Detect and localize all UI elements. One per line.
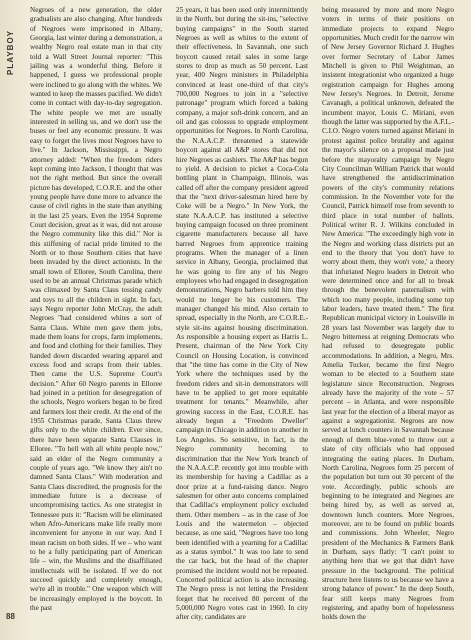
running-head: PLAYBOY [6,30,15,75]
column-1-text: Negroes of a new generation, the older gradualists are also changing. After hundreds of Negroes were imprisoned in Albany, Georgia, last winter during a demonstration, a wealthy Negro real estate man in that city told a Wall Street Journal reporter: "This jailing was a wonderful thing. Before it happened, I guess we professional people were inclined to go along with the whites. We wanted to keep the masses pacified. We didn't come in contact with day-to-day segregation. The white people we met are usually interested in selling us, and we don't use the buses or feel any economic pressure. It was easy to forget the lives most Negroes have to live." In Jackson, Mississippi, a Negro attorney added: "When the freedom riders kept coming into Jackson, I thought that was not the right method. But since the overall picture has developed, C.O.R.E. and the other young people have done more to advance the cause of civil rights in the state than anything in the last 25 years. Even the 1954 Supreme Court decision, great as it was, did not arouse the Negro community like this did." Nor is this stiffening of racial pride limited to the North or to those Southern cities that have been invaded by the direct actionists. In the small town of Elloree, South Carolina, there used to be an annual Christmas parade which was climaxed by Santa Claus tossing candy and toys to all the children in sight. In fact, says Negro reporter John McCray, the adult Negroes "had considered whites a sort of Santa Claus. White men gave them jobs, made them loans for crops, farm implements, and food and clothing for their families. They handed down discarded wearing apparel and excess food and scraps from their tables. Then came the U.S. Supreme Court's decision." After 60 Negro parents in Elloree had joined in a petition for desegregation of the schools, Negro workers began to be fired and farmers lost their credit. At the end of the 1955 Christmas parade, Santa Claus threw gifts only to the white children. Ever since, there have been separate Santa Clauses in Elloree. "To hell with all white people now," said an elder of the Negro community a couple of years ago. "We know they ain't no damned Santa Claus." With moderation and Santa Claus discredited, the prognosis for the immediate future is a decrease of uncompromising tactics. As one strategist in Tennessee puts it: "Racism will be eliminated when Afro-Americans make life really more inconvenient for anyone in our way. And I mean racism on both sides. If we – who want to be a fully participating part of American life – win, the Muslims and the disaffiliated intellectuals will be isolated. If we do not succeed quickly and completely enough, we're all in trouble." One weapon which will be increasingly employed is the boycott. In the past [30,6,162,612]
text-column-3 [322,6,454,634]
text-column-2 [176,6,308,634]
column-3-text: being measured by more and more Negro voters in terms of their positions on immediate projects to expand Negro opportunities. Much credit for the narrow win of New Jersey Governor Richard J. Hughes over former Secretary of Labor James Mitchell is given to Phil Weightman, an insistent integrationist who organized a huge registration campaign for Hughes among New Jersey's Negroes. In Detroit, Jerome Cavanagh, a political unknown, defeated the incumbent mayor, Louis C. Miriani, even though the latter was supported by the A.F.L.-C.I.O. Negro voters turned against Miriani in protest against police brutality and against the mayor's silence on a proposal made just before the mayoralty campaign by Negro City Councilman William Patrick that would have strengthened the antidiscrimination powers of the city's community relations commission. In the November vote for the Council, Patrick himself rose from seventh to third place in total number of ballots. Political writer R. J. Wilkins concluded in New America: "The exceedingly high vote in the Negro and working class districts put an end to the theory that 'you don't have to worry about them, they won't vote,' a theory that infuriated Negro leaders in Detroit who were determined once and for all to break through the benevolent paternalism with which too many people, including some top labor leaders, have treated them." The first Republican municipal victory in Louisville in 28 years last November was largely due to Negro bitterness at reigning Democrats who had refused to desegregate public accommodations. In addition, a Negro, Mrs. Amelia Tucker, became the first Negro woman to be elected to a Southern state legislature since Reconstruction. Negroes already have the majority of the vote – 57 percent – in Atlanta, and were responsible last year for the election of a liberal mayor as against a segregationist. Negroes are now served at lunch counters in Savannah because enough of them blue-voted to throw out a slate of city officials who had opposed integrating the eating places. In Durham, North Carolina, Negroes form 25 percent of the population but turn out 30 percent of the vote. Accordingly, public schools are beginning to be integrated and Negroes are being hired by, as well as served at, downtown lunch counters. More Negroes, moreover, are to be found on public boards and commissions. John Wheeler, Negro president of the Mechanics & Farmers Bank in Durham, says flatly: "I can't point to anything here that we got that didn't have pressure in the background. The political structure here listens to us because we have a strong balance of power." In the deep South, fear still keeps many Negroes from registering, and apathy born of hopelessness holds down the [322,6,454,622]
text-column-1 [30,6,162,634]
column-2-text: 25 years, it has been used only intermittently in the North, but during the sit-ins, "selective buying campaigns" in the South started Negroes as well as whites to the extent of their effectiveness. In Savannah, one such boycott caused retail sales in some large stores to drop as much as 50 percent. Last year, 400 Negro ministers in Philadelphia convinced at least one-third of that city's 700,000 Negroes to join in a "selective patronage" program which forced a baking company, a major soft-drink concern, and an oil and gas colossus to upgrade employment opportunities for Negroes. In North Carolina, the N.A.A.C.P. threatened a statewide boycott against all A&P stores that did not hire Negroes as cashiers. The A&P has begun to yield. A decision to picket a Coca-Cola bottling plant in Champaign, Illinois, was called off after the company president agreed that the "next driver-salesman hired here by Coke will be a Negro." In New York, the state N.A.A.C.P. has instituted a selective buying campaign focused on three prominent cigarette manufacturers because all have barred Negroes from apprentice training programs. When the manager of a linen service in Albany, Georgia, proclaimed that he was going to fire any of his Negro employees who had engaged in desegregation demonstrations, Negro barbers told him they would no longer be his customers. The manager changed his mind. Also certain to spread, especially in the North, are C.O.R.E.-style sit-ins against housing discrimination. As responsible a housing expert as Harris L. Present, chairman of the New York City Council on Housing Location, is convinced that "the time has come in the City of New York where the techniques used by the freedom riders and sit-in demonstrators will have to be applied to get more equitable treatment for tenants." Meanwhile, after growing success in the East, C.O.R.E. has already begun a "Freedom Dweller" campaign in Chicago in addition to another in Los Angeles. So sensitive, in fact, is the Negro community becoming to discrimination that the New York branch of the N.A.A.C.P. recently got into trouble with its membership for having a Cadillac as a door prize at a fund-raising dance. Negro salesmen for other auto concerns complained that Cadillac's employment policy excluded them. Other members – as in the case of Joe Louis and the watermelon – objected because, as one said, "Negroes have too long been identified with a yearning for a Cadillac as a status symbol." It was too late to send the car back, but the head of the chapter promised the incident would not be repeated. Concerted political action is also increasing. The Negro press is not letting the President forget that he received 80 percent of the 5,000,000 Negro votes cast in 1960. In city after city, candidates are [176,6,308,622]
page-number: 88 [6,612,15,621]
